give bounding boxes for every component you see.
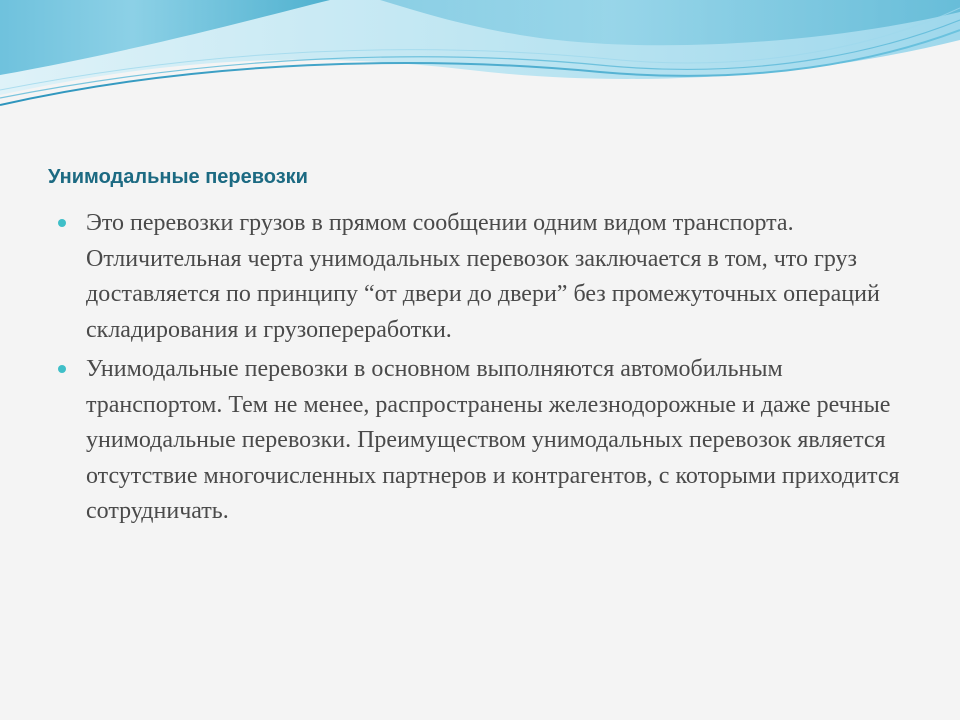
bullet-icon (58, 365, 66, 373)
bullet-icon (58, 219, 66, 227)
bullet-item (58, 352, 908, 530)
bullet-item (58, 206, 908, 348)
decorative-wave-header (0, 0, 960, 130)
slide-title: Унимодальные перевозки (48, 166, 308, 188)
bullet-text: Унимодальные перевозки в основном выполняются автомобильным транспортом. Тем не менее, распространены железнодорожные и даже речные унимодальные перевозки. Преимуществом унимодальных перевозок является отсутствие многочисленных партнеров и контрагентов, с которыми приходится сотрудничать. (86, 356, 900, 524)
bullet-text: Это перевозки грузов в прямом сообщении одним видом транспорта. Отличительная черта унимодальных перевозок заключается в том, что груз доставляется по принципу “от двери до двери” без промежуточных операций складирования и грузопереработки. (86, 210, 880, 343)
bullet-list (58, 206, 908, 534)
